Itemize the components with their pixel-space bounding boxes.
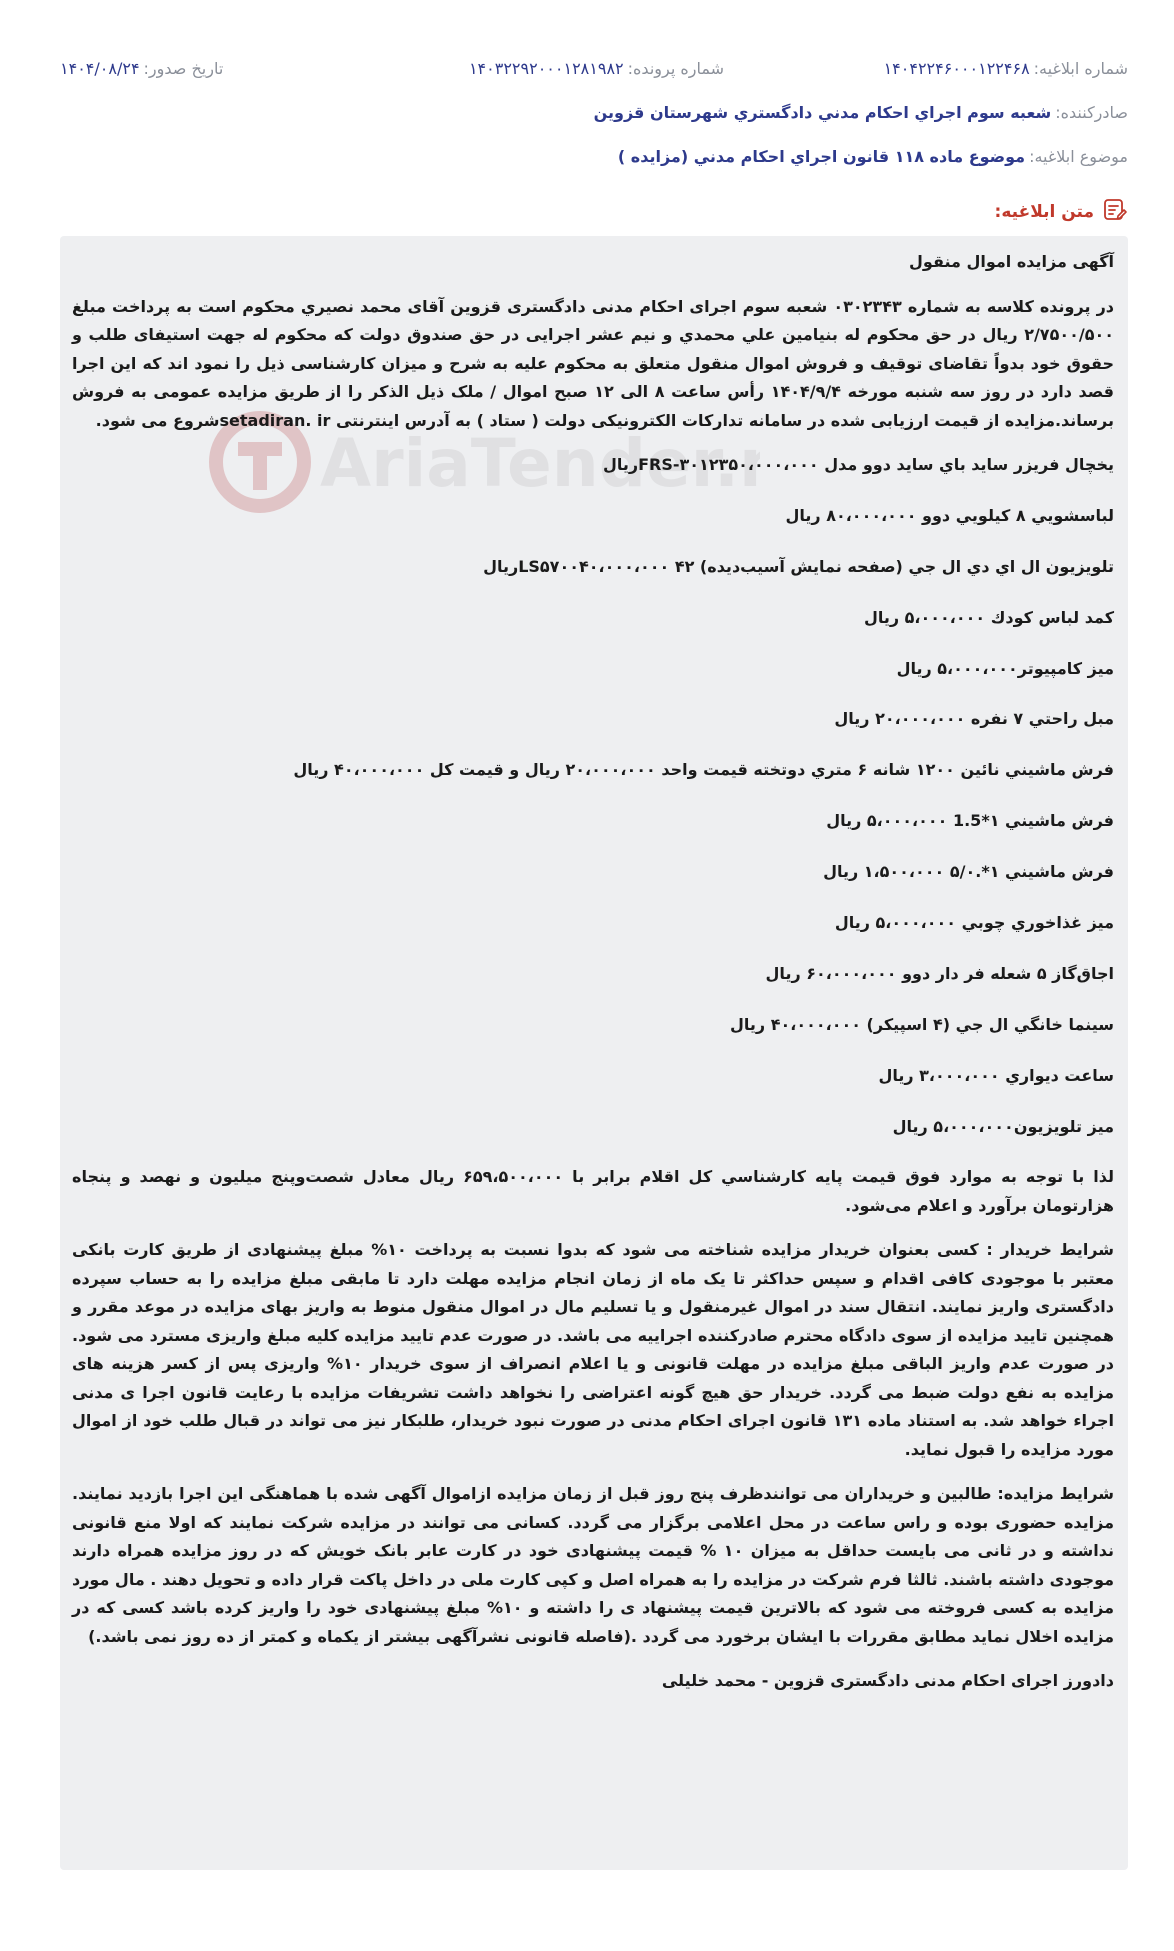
list-item: فرش ماشيني ۱*1.5 ۵،۰۰۰،۰۰۰ ريال <box>826 811 1114 831</box>
issuer-value: شعبه سوم اجراي احكام مدني دادگستري شهرستان قزوين <box>593 102 1052 122</box>
list-item: ميز كامپيوتر۵،۰۰۰،۰۰۰ ريال <box>896 658 1114 678</box>
notice-number-label: شماره ابلاغیه: <box>1033 58 1128 78</box>
subject-row <box>60 136 1128 176</box>
total-valuation: لذا با توجه به موارد فوق قیمت پایه کارشناسي کل اقلام برابر با ۶۵۹،۵۰۰،۰۰۰ ریال معادل شصت‌وپنج میلیون و نهصد و پنجاه هزارتومان برآورد و اعلام می‌شود. <box>72 1167 1114 1215</box>
items-list <box>72 451 1114 1141</box>
notice-text-title: متن ابلاغیه: <box>994 201 1094 222</box>
issuer-row <box>60 92 1128 132</box>
notice-number <box>828 59 1128 78</box>
list-item: سينما خانگي ال جي (۴ اسپيكر) ۴۰،۰۰۰،۰۰۰ ريال <box>730 1014 1114 1034</box>
case-number <box>424 59 724 78</box>
watermark-text: AriaTender. <box>320 425 740 502</box>
list-item: فرش ماشيني نائين ۱۲۰۰ شانه ۶ متري دوتخته قيمت واحد ۲۰،۰۰۰،۰۰۰ ريال و قيمت كل ۴۰،۰۰۰،۰۰۰ ريال <box>293 760 1114 780</box>
notice-body <box>72 248 1114 1712</box>
list-item: اجاق‌گاز ۵ شعله فر دار دوو ۶۰،۰۰۰،۰۰۰ ريال <box>765 963 1114 983</box>
notice-text-heading <box>995 196 1128 227</box>
subject <box>618 147 1128 166</box>
list-item: ميز تلويزيون۵،۰۰۰،۰۰۰ ريال <box>892 1116 1114 1136</box>
notice-meta-row <box>60 48 1128 88</box>
list-item: فرش ماشيني ۱*.۵/۰ ۱،۵۰۰،۰۰۰ ريال <box>823 862 1114 882</box>
issue-date <box>60 59 320 78</box>
subject-label: موضوع ابلاغیه: <box>1029 146 1128 166</box>
list-item: مبل راحتي ۷ نفره ۲۰،۰۰۰،۰۰۰ ريال <box>834 709 1114 729</box>
issue-date-value: ۱۴۰۴/۰۸/۲۴ <box>60 58 140 78</box>
list-item: يخچال فريزر ساید باي ساید دوو مدل FRS-۳۰۱۲۳۵۰،۰۰۰،۰۰۰ریال <box>603 455 1114 474</box>
notice-heading: آگهی مزایده اموال منقول <box>909 252 1114 271</box>
document-edit-icon <box>1102 196 1128 227</box>
issuer <box>594 103 1128 122</box>
issue-date-label: تاریخ صدور: <box>143 58 224 78</box>
case-number-value: ۱۴۰۳۲۲۹۲۰۰۰۱۲۸۱۹۸۲ <box>468 58 624 78</box>
subject-value: موضوع ماده ۱۱۸ قانون اجراي احكام مدني (مزايده ) <box>617 146 1026 166</box>
list-item: لباسشويي ۸ كيلويي دوو ۸۰،۰۰۰،۰۰۰ ريال <box>785 505 1114 525</box>
buyer-conditions: شرایط خریدار : کسی بعنوان خریدار مزایده شناخته می شود که بدوا نسبت به پرداخت ۱۰% مبلغ پیشنهادی از طریق کارت بانکی معتبر با موجودی کافی اقدام و سپس حداکثر تا یک ماه از زمان انجام مزایده مهلت دارد تا مابقی مبلغ مزایده را به حساب سپرده دادگستری واریز نمایند. انتقال سند در اموال غیرمنقول و یا تسلیم مال در اموال منقول منوط به واریز بهای مزایده در موعد مقرر و همچنین تایید مزایده از سوی دادگاه محترم صادرکننده اجراییه می باشد. در صورت عدم تایید مزایده کلیه مبلغ واریزی مسترد می شود. در صورت عدم واریز الباقی مبلغ مزایده در مهلت قانونی و یا اعلام انصراف از سوی خریدار ۱۰% واریزی پس از کسر هزینه های مزایده به نفع دولت ضبط می گردد. خریدار حق هیچ گونه اعتراضی را نخواهد داشت تشریفات مزایده با رعایت قانون اجرا ی مدنی اجراء خواهد شد. به استناد ماده ۱۳۱ قانون اجرای احکام مدنی در صورت نبود خریدار، طلبکار نیز می تواند در قبال طلب خود از اموال مورد مزایده را قبول نماید. <box>72 1240 1114 1459</box>
notice-number-value: ۱۴۰۴۲۲۴۶۰۰۰۱۲۲۴۶۸ <box>883 58 1030 78</box>
list-item: ساعت ديواري ۳،۰۰۰،۰۰۰ ريال <box>878 1065 1114 1085</box>
case-number-label: شماره پرونده: <box>627 58 724 78</box>
notice-intro: در پرونده کلاسه به شماره ۰۳۰۲۳۴۳ شعبه سوم اجرای احکام مدنی دادگستری قزوین آقای محمد نصيري محکوم است به پرداخت مبلغ ۲/۷۵۰۰/۵۰۰ ريال در حق محکوم له بنيامين علي محمدي و نیم عشر اجرایی در حق صندوق دولت که محکوم له جهت استیفای طلب و حقوق خود بدواً تقاضای توقیف و فروش اموال منقول متعلق به محکوم علیه به شرح و میزان کارشناسی ذیل را نمود اند که این اجرا قصد دارد در روز سه شنبه مورخه ۱۴۰۴/۹/۴ رأس ساعت ۸ الی ۱۲ صبح اموال / ملک ذیل الذکر را از طریق مزایده عمومی به فروش برساند.مزایده از قیمت ارزیابی شده در سامانه تدارکات الکترونیکی دولت ( ستاد ) به آدرس اینترنتی setadiran. irشروع می شود. <box>72 296 1115 430</box>
issuer-label: صادرکننده: <box>1055 102 1128 122</box>
list-item: تلويزيون ال اي دي ال جي (صفحه نمايش آسيب‌ديده) ۴۲ LS۵۷۰۰۴۰،۰۰۰،۰۰۰ریال <box>483 556 1114 576</box>
list-item: كمد لباس كودك ۵،۰۰۰،۰۰۰ ريال <box>863 607 1114 627</box>
signature: دادورز اجرای احکام مدنی دادگستری قزوین - محمد خلیلی <box>661 1671 1114 1691</box>
list-item: ميز غذاخوري چوبي ۵،۰۰۰،۰۰۰ ريال <box>834 913 1114 933</box>
auction-conditions: شرایط مزایده: طالبین و خریداران می توانندظرف پنج روز قبل از زمان مزایده ازاموال آگهی شده با هماهنگی این اجرا بازدید نمایند. مزایده حضوری بوده و راس ساعت در محل اعلامی برگزار می گردد. کسانی می توانند در مزایده شرکت نمایند که اولا منع قانونی نداشته و در ثانی می بایست حداقل به میزان ۱۰ % قیمت پیشنهادی خود در کارت عابر بانک خویش که در روز مزایده همراه دارند موجودی داشته باشند. ثالثا فرم شرکت در مزایده را به همراه اصل و کپی کارت ملی در داخل پاکت قرار داده و تحویل دهند . مال مورد مزایده به کسی فروخته می شود که بالاترین قیمت پیشنهاد ی را داشته و ۱۰% مبلغ پیشنهادی خود را واریز کرده باشد کسی که در مزایده اخلال نماید مطابق مقررات با ایشان برخورد می گردد .(فاصله قانونی نشرآگهی بیشتر از یکماه و کمتر از ده روز نمی باشد.) <box>72 1484 1114 1646</box>
